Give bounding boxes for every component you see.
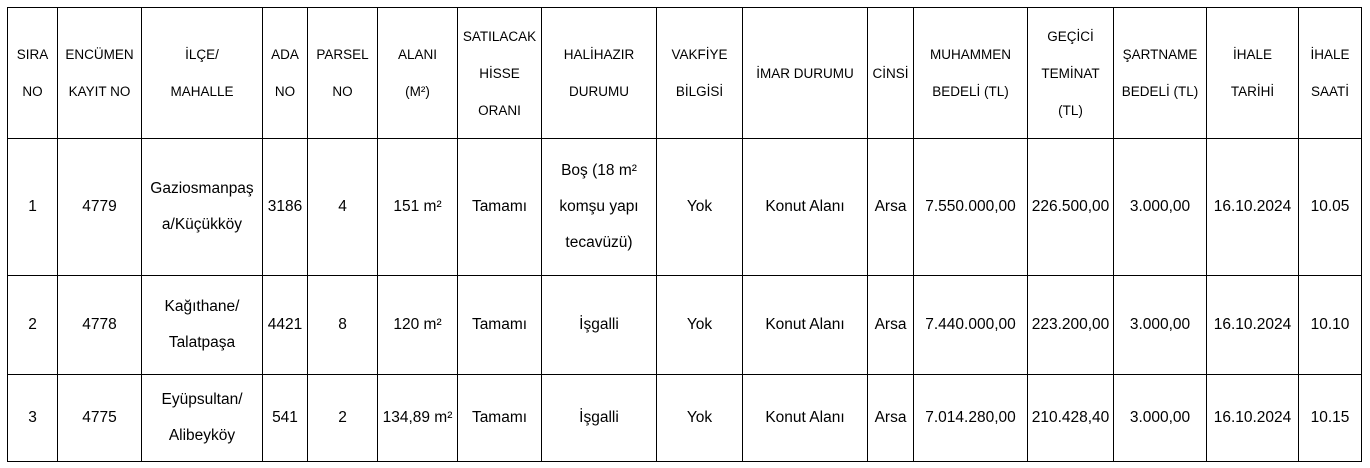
cell-parsel-no: 2	[308, 375, 378, 462]
cell-sira-no: 3	[8, 375, 58, 462]
header-vakfiye-bilgisi: VAKFİYE BİLGİSİ	[657, 8, 743, 139]
cell-ada-no: 3186	[263, 139, 308, 276]
cell-parsel-no: 4	[308, 139, 378, 276]
cell-gecici-teminat: 226.500,00	[1028, 139, 1114, 276]
cell-cinsi: Arsa	[868, 276, 914, 375]
header-encumen-kayit-no: ENCÜMEN KAYIT NO	[58, 8, 142, 139]
cell-sira-no: 1	[8, 139, 58, 276]
cell-sartname-bedeli: 3.000,00	[1114, 375, 1207, 462]
header-row	[8, 8, 1362, 139]
cell-gecici-teminat: 210.428,40	[1028, 375, 1114, 462]
header-muhammen-bedeli: MUHAMMEN BEDELİ (TL)	[914, 8, 1028, 139]
cell-gecici-teminat: 223.200,00	[1028, 276, 1114, 375]
cell-imar-durumu: Konut Alanı	[743, 375, 868, 462]
cell-parsel-no: 8	[308, 276, 378, 375]
cell-muhammen-bedeli: 7.440.000,00	[914, 276, 1028, 375]
cell-encumen-kayit-no: 4775	[58, 375, 142, 462]
cell-imar-durumu: Konut Alanı	[743, 139, 868, 276]
cell-ihale-saati: 10.05	[1299, 139, 1362, 276]
header-ilce-mahalle: İLÇE/ MAHALLE	[142, 8, 263, 139]
cell-cinsi: Arsa	[868, 375, 914, 462]
cell-alani: 151 m²	[378, 139, 458, 276]
cell-sartname-bedeli: 3.000,00	[1114, 276, 1207, 375]
cell-alani: 134,89 m²	[378, 375, 458, 462]
header-gecici-teminat: GEÇİCİ TEMİNAT (TL)	[1028, 8, 1114, 139]
cell-cinsi: Arsa	[868, 139, 914, 276]
header-sira-no: SIRA NO	[8, 8, 58, 139]
cell-ihale-tarihi: 16.10.2024	[1207, 139, 1299, 276]
cell-encumen-kayit-no: 4778	[58, 276, 142, 375]
cell-ihale-tarihi: 16.10.2024	[1207, 375, 1299, 462]
cell-ilce-mahalle: Gaziosmanpaş a/Küçükköy	[142, 139, 263, 276]
cell-ilce-mahalle: Eyüpsultan/ Alibeyköy	[142, 375, 263, 462]
cell-muhammen-bedeli: 7.550.000,00	[914, 139, 1028, 276]
header-sartname-bedeli: ŞARTNAME BEDELİ (TL)	[1114, 8, 1207, 139]
cell-vakfiye-bilgisi: Yok	[657, 276, 743, 375]
cell-vakfiye-bilgisi: Yok	[657, 375, 743, 462]
header-ihale-tarihi: İHALE TARİHİ	[1207, 8, 1299, 139]
header-halihazir-durumu: HALİHAZIR DURUMU	[542, 8, 657, 139]
header-ihale-saati: İHALE SAATİ	[1299, 8, 1362, 139]
cell-halihazir-durumu: İşgalli	[542, 276, 657, 375]
header-ada-no: ADA NO	[263, 8, 308, 139]
cell-halihazir-durumu: İşgalli	[542, 375, 657, 462]
cell-sira-no: 2	[8, 276, 58, 375]
table-row	[8, 276, 1362, 375]
cell-hisse-orani: Tamamı	[458, 375, 542, 462]
table-row	[8, 139, 1362, 276]
header-satilacak-hisse-orani: SATILACAK HİSSE ORANI	[458, 8, 542, 139]
cell-ada-no: 541	[263, 375, 308, 462]
header-alani: ALANI (M²)	[378, 8, 458, 139]
cell-encumen-kayit-no: 4779	[58, 139, 142, 276]
cell-ada-no: 4421	[263, 276, 308, 375]
cell-imar-durumu: Konut Alanı	[743, 276, 868, 375]
header-cinsi: CİNSİ	[868, 8, 914, 139]
cell-hisse-orani: Tamamı	[458, 276, 542, 375]
table-row	[8, 375, 1362, 462]
cell-ihale-tarihi: 16.10.2024	[1207, 276, 1299, 375]
header-parsel-no: PARSEL NO	[308, 8, 378, 139]
cell-vakfiye-bilgisi: Yok	[657, 139, 743, 276]
cell-ihale-saati: 10.15	[1299, 375, 1362, 462]
cell-hisse-orani: Tamamı	[458, 139, 542, 276]
cell-alani: 120 m²	[378, 276, 458, 375]
cell-ilce-mahalle: Kağıthane/ Talatpaşa	[142, 276, 263, 375]
header-imar-durumu: İMAR DURUMU	[743, 8, 868, 139]
cell-halihazir-durumu: Boş (18 m² komşu yapı tecavüzü)	[542, 139, 657, 276]
cell-ihale-saati: 10.10	[1299, 276, 1362, 375]
cell-sartname-bedeli: 3.000,00	[1114, 139, 1207, 276]
auction-table	[7, 7, 1362, 462]
cell-muhammen-bedeli: 7.014.280,00	[914, 375, 1028, 462]
